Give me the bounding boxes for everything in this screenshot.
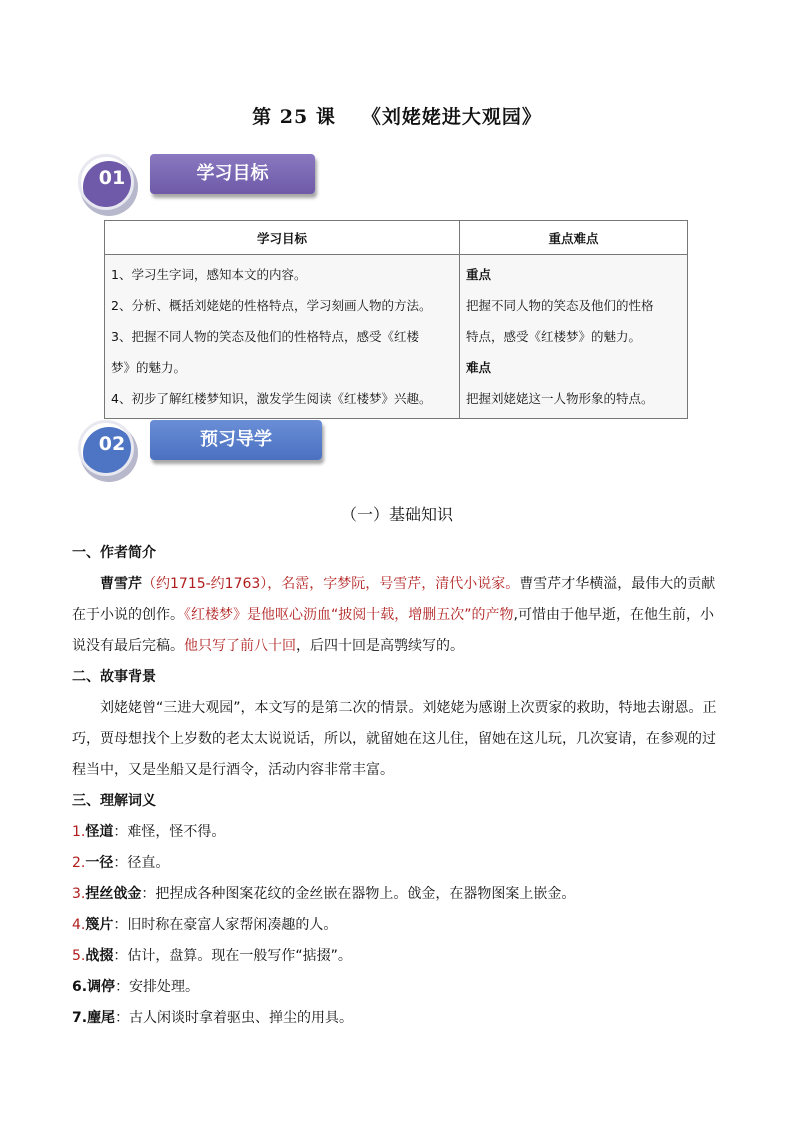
keypoint-line: 特点，感受《红楼梦》的魅力。 [466, 329, 642, 344]
heading-author: 一、作者简介 [72, 545, 156, 561]
vocab-item [72, 972, 724, 1003]
vocab-item [72, 817, 724, 848]
vocab-number: 5. [72, 948, 86, 964]
vocab-number: 2. [72, 855, 86, 871]
vocab-item [72, 941, 724, 972]
heading-background: 二、故事背景 [72, 669, 156, 685]
banner-number: 01 [98, 167, 126, 189]
vocab-definition: ：估计，盘算。现在一般写作“掂掇”。 [113, 948, 352, 964]
vocab-number: 6. [72, 979, 88, 995]
author-info: （约1715-约1763），名霑，字梦阮，号雪芹，清代小说家。 [142, 576, 520, 592]
vocab-definition: ：古人闲谈时拿着驱虫、掸尘的用具。 [115, 1010, 354, 1026]
vocab-number: 4. [72, 917, 86, 933]
author-text: ,可惜由于他早逝，在他生前，小说没有最后完稿。 [72, 607, 714, 654]
banner-label: 学习目标 [150, 154, 315, 194]
vocab-term: 战掇 [85, 948, 114, 964]
author-text: ，后四十回是高鹗续写的。 [296, 638, 464, 654]
author-highlight: 《红楼梦》是他呕心沥血“披阅十载，增删五次”的产物 [184, 607, 514, 623]
subsection-title: （一）基础知识 [340, 505, 453, 524]
goal-line: 4、初步了解红楼梦知识，激发学生阅读《红楼梦》兴趣。 [111, 391, 432, 406]
vocab-definition: ：把捏成各种图案花纹的金丝嵌在器物上。戗金，在器物图案上嵌金。 [141, 886, 576, 902]
table-header-goals: 学习目标 [105, 221, 460, 255]
vocab-item [72, 910, 724, 941]
heading-vocabulary: 三、理解词义 [72, 793, 156, 809]
page-title [0, 102, 794, 129]
keypoint-line: 把握不同人物的笑态及他们的性格 [466, 298, 654, 313]
author-name: 曹雪芹 [100, 576, 142, 592]
vocab-number: 1. [72, 824, 86, 840]
lesson-name: 《刘姥姥进大观园》 [361, 106, 542, 128]
content-body [72, 538, 724, 1034]
vocab-definition: ：旧时称在豪富人家帮闲凑趣的人。 [113, 917, 338, 933]
author-highlight: 他只写了前八十回 [184, 638, 296, 654]
background-paragraph: 刘姥姥曾“三进大观园”，本文写的是第二次的情景。刘姥姥为感谢上次贾家的救助，特地去谢恩。正巧，贾母想找个上岁数的老太太说说话，所以，就留她在这儿住，留她在这儿玩，几次宴请，在参观的过程当中，又是坐船又是行酒令，活动内容非常丰富。 [72, 700, 717, 778]
vocab-definition: ：难怪，怪不得。 [113, 824, 226, 840]
goals-table [104, 220, 688, 419]
table-header-keypoints: 重点难点 [460, 221, 688, 255]
vocab-term: 怪道 [85, 824, 114, 840]
vocab-item [72, 1003, 724, 1034]
vocab-definition: ：安排处理。 [115, 979, 200, 995]
vocab-term: 调停 [87, 979, 116, 995]
author-paragraph [72, 569, 724, 662]
keypoint-heading: 重点 [466, 267, 492, 282]
vocab-term: 捏丝戗金 [85, 886, 142, 902]
vocab-term: 篾片 [85, 917, 114, 933]
vocab-item [72, 848, 724, 879]
goal-line: 梦》的魅力。 [111, 360, 187, 375]
keypoints-cell [460, 255, 688, 419]
vocab-term: 一径 [85, 855, 114, 871]
lesson-number: 第 25 课 [252, 106, 336, 128]
goals-cell [105, 255, 460, 419]
vocab-number: 3. [72, 886, 86, 902]
vocab-definition: ：径直。 [113, 855, 170, 871]
vocab-item [72, 879, 724, 910]
goal-line: 2、分析、概括刘姥姥的性格特点，学习刻画人物的方法。 [111, 298, 432, 313]
vocab-number: 7. [72, 1010, 88, 1026]
author-text: 曹雪芹才华横溢，最伟大的贡献在于小说的创作。 [72, 576, 716, 623]
goal-line: 3、把握不同人物的笑态及他们的性格特点，感受《红楼 [111, 329, 419, 344]
banner-label: 预习导学 [150, 420, 322, 460]
goal-line: 1、学习生字词，感知本文的内容。 [111, 267, 307, 282]
vocab-term: 麈尾 [87, 1010, 116, 1026]
difficulty-heading: 难点 [466, 360, 492, 375]
banner-number: 02 [98, 433, 126, 455]
difficulty-line: 把握刘姥姥这一人物形象的特点。 [466, 391, 654, 406]
